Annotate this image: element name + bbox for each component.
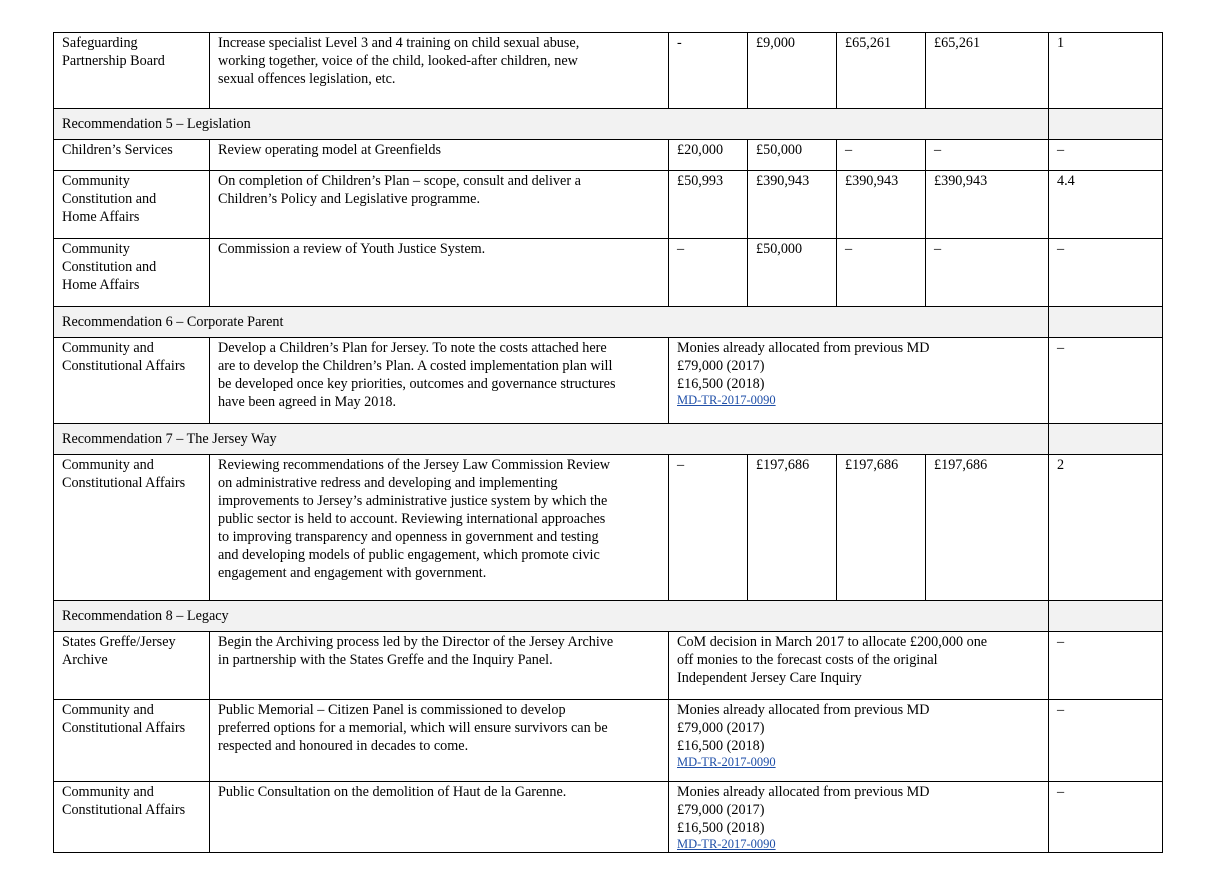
recommendation-fte-cell <box>1049 601 1163 632</box>
recommendation-header-row <box>54 109 1163 140</box>
table-body <box>54 33 1163 853</box>
cost-cell-3 <box>837 171 926 239</box>
body-line: Constitutional Affairs <box>62 475 186 491</box>
description-cell <box>210 239 669 307</box>
recommendation-header-row <box>54 424 1163 455</box>
description-line: engagement and engagement with government. <box>218 565 487 581</box>
recommendation-fte-cell <box>1049 424 1163 455</box>
description-line: on administrative redress and developing and implementing <box>218 475 558 491</box>
funding-note-cell <box>669 338 1049 424</box>
description-cell <box>210 33 669 109</box>
fte-cell <box>1049 632 1163 700</box>
fte-cell <box>1049 782 1163 853</box>
cost-value: £50,000 <box>756 142 803 158</box>
fte-cell <box>1049 33 1163 109</box>
body-cell <box>54 455 210 601</box>
description-line: Public Consultation on the demolition of Haut de la Garenne. <box>218 784 567 800</box>
funding-line: £79,000 (2017) <box>677 802 765 818</box>
funding-line: off monies to the forecast costs of the original <box>677 652 938 668</box>
description-line: be developed once key priorities, outcomes and governance structures <box>218 376 616 392</box>
table-row <box>54 455 1163 601</box>
funding-line: £16,500 (2018) <box>677 376 765 392</box>
recommendation-label <box>54 424 1049 455</box>
description-line: sexual offences legislation, etc. <box>218 71 396 87</box>
cost-value: – <box>934 142 942 158</box>
cost-cell-4 <box>926 455 1049 601</box>
description-line: are to develop the Children’s Plan. A costed implementation plan will <box>218 358 613 374</box>
fte-cell <box>1049 239 1163 307</box>
body-line: Community <box>62 241 130 257</box>
cost-value: £197,686 <box>845 457 899 473</box>
body-cell <box>54 140 210 171</box>
fte-value: – <box>1057 340 1065 356</box>
cost-cell-2 <box>748 140 837 171</box>
table-row <box>54 140 1163 171</box>
description-line: preferred options for a memorial, which will ensure survivors can be <box>218 720 608 736</box>
cost-cell-1 <box>669 171 748 239</box>
cost-value: - <box>677 35 682 51</box>
description-line: Begin the Archiving process led by the Director of the Jersey Archive <box>218 634 614 650</box>
table-row <box>54 239 1163 307</box>
description-cell <box>210 700 669 782</box>
cost-cell-4 <box>926 140 1049 171</box>
funding-line: £16,500 (2018) <box>677 738 765 754</box>
fte-value: 2 <box>1057 457 1065 473</box>
cost-cell-4 <box>926 239 1049 307</box>
body-line: Constitutional Affairs <box>62 358 186 374</box>
body-cell <box>54 171 210 239</box>
recommendation-title: Recommendation 8 – Legacy <box>62 608 229 624</box>
description-cell <box>210 338 669 424</box>
table-row <box>54 338 1163 424</box>
cost-cell-3 <box>837 33 926 109</box>
body-line: Community and <box>62 340 154 356</box>
body-line: Partnership Board <box>62 53 165 69</box>
cost-value: £9,000 <box>756 35 796 51</box>
description-line: Increase specialist Level 3 and 4 training on child sexual abuse, <box>218 35 580 51</box>
description-line: and developing models of public engagement, which promote civic <box>218 547 600 563</box>
fte-value: – <box>1057 634 1065 650</box>
cost-cell-1 <box>669 33 748 109</box>
cost-cell-1 <box>669 140 748 171</box>
cost-cell-1 <box>669 455 748 601</box>
cost-cell-2 <box>748 455 837 601</box>
body-line: Constitution and <box>62 191 157 207</box>
cost-cell-3 <box>837 455 926 601</box>
body-cell <box>54 338 210 424</box>
description-line: Commission a review of Youth Justice System. <box>218 241 486 257</box>
cost-cell-2 <box>748 239 837 307</box>
recommendation-title: Recommendation 7 – The Jersey Way <box>62 431 277 447</box>
recommendation-label <box>54 109 1049 140</box>
recommendation-header-row <box>54 307 1163 338</box>
recommendation-label <box>54 601 1049 632</box>
body-line: Safeguarding <box>62 35 138 51</box>
body-line: Archive <box>62 652 108 668</box>
description-line: Review operating model at Greenfields <box>218 142 441 158</box>
description-line: On completion of Children’s Plan – scope, consult and deliver a <box>218 173 581 189</box>
cost-value: £50,993 <box>677 173 724 189</box>
funding-line: £79,000 (2017) <box>677 358 765 374</box>
body-line: States Greffe/Jersey <box>62 634 176 650</box>
recommendation-header-row <box>54 601 1163 632</box>
funding-note-cell <box>669 700 1049 782</box>
funding-table <box>53 32 1163 853</box>
table-row <box>54 700 1163 782</box>
body-line: Constitution and <box>62 259 157 275</box>
table-row <box>54 632 1163 700</box>
description-line: Children’s Policy and Legislative programme. <box>218 191 481 207</box>
funding-line: Monies already allocated from previous MD <box>677 784 930 800</box>
description-line: to improving transparency and openness in government and testing <box>218 529 599 545</box>
table-row <box>54 33 1163 109</box>
fte-cell <box>1049 455 1163 601</box>
fte-cell <box>1049 140 1163 171</box>
recommendation-fte-cell <box>1049 307 1163 338</box>
description-line: Reviewing recommendations of the Jersey Law Commission Review <box>218 457 611 473</box>
body-cell <box>54 239 210 307</box>
description-line: Develop a Children’s Plan for Jersey. To note the costs attached here <box>218 340 607 356</box>
body-cell <box>54 33 210 109</box>
funding-note-cell <box>669 782 1049 853</box>
fte-value: 4.4 <box>1057 173 1075 189</box>
body-cell <box>54 782 210 853</box>
cost-cell-2 <box>748 171 837 239</box>
recommendation-title: Recommendation 5 – Legislation <box>62 116 251 132</box>
cost-cell-4 <box>926 171 1049 239</box>
body-cell <box>54 632 210 700</box>
description-cell <box>210 140 669 171</box>
md-reference-link[interactable]: MD-TR-2017-0090 <box>677 755 776 769</box>
cost-cell-4 <box>926 33 1049 109</box>
body-line: Community and <box>62 457 154 473</box>
funding-line: Independent Jersey Care Inquiry <box>677 670 862 686</box>
cost-value: – <box>934 241 942 257</box>
body-line: Constitutional Affairs <box>62 802 186 818</box>
description-line: improvements to Jersey’s administrative justice system by which the <box>218 493 608 509</box>
description-line: public sector is held to account. Reviewing international approaches <box>218 511 606 527</box>
funding-line: Monies already allocated from previous MD <box>677 702 930 718</box>
body-line: Home Affairs <box>62 209 140 225</box>
fte-value: – <box>1057 142 1065 158</box>
fte-cell <box>1049 171 1163 239</box>
cost-value: £20,000 <box>677 142 724 158</box>
fte-cell <box>1049 338 1163 424</box>
body-line: Community and <box>62 702 154 718</box>
cost-value: £390,943 <box>756 173 810 189</box>
description-line: working together, voice of the child, looked-after children, new <box>218 53 578 69</box>
funding-line: CoM decision in March 2017 to allocate £200,000 one <box>677 634 988 650</box>
cost-value: – <box>845 142 853 158</box>
description-cell <box>210 455 669 601</box>
cost-value: £197,686 <box>934 457 988 473</box>
table-row <box>54 782 1163 853</box>
body-line: Constitutional Affairs <box>62 720 186 736</box>
fte-value: – <box>1057 702 1065 718</box>
recommendation-label <box>54 307 1049 338</box>
cost-value: – <box>845 241 853 257</box>
description-line: in partnership with the States Greffe and the Inquiry Panel. <box>218 652 553 668</box>
recommendation-fte-cell <box>1049 109 1163 140</box>
funding-line: Monies already allocated from previous MD <box>677 340 930 356</box>
description-cell <box>210 632 669 700</box>
cost-cell-3 <box>837 239 926 307</box>
funding-note-cell <box>669 632 1049 700</box>
description-cell <box>210 171 669 239</box>
description-line: respected and honoured in decades to come. <box>218 738 469 754</box>
funding-line: £79,000 (2017) <box>677 720 765 736</box>
fte-value: – <box>1057 784 1065 800</box>
md-reference-link[interactable]: MD-TR-2017-0090 <box>677 837 776 851</box>
body-line: Community <box>62 173 130 189</box>
cost-cell-2 <box>748 33 837 109</box>
cost-value: £65,261 <box>845 35 892 51</box>
cost-cell-3 <box>837 140 926 171</box>
cost-value: £390,943 <box>845 173 899 189</box>
funding-line: £16,500 (2018) <box>677 820 765 836</box>
recommendation-title: Recommendation 6 – Corporate Parent <box>62 314 284 330</box>
cost-value: £197,686 <box>756 457 810 473</box>
cost-value: £65,261 <box>934 35 981 51</box>
cost-cell-1 <box>669 239 748 307</box>
description-line: have been agreed in May 2018. <box>218 394 397 410</box>
description-cell <box>210 782 669 853</box>
body-line: Community and <box>62 784 154 800</box>
body-line: Home Affairs <box>62 277 140 293</box>
cost-value: £50,000 <box>756 241 803 257</box>
body-line: Children’s Services <box>62 142 173 158</box>
fte-value: – <box>1057 241 1065 257</box>
cost-value: £390,943 <box>934 173 988 189</box>
cost-value: – <box>677 241 685 257</box>
table-row <box>54 171 1163 239</box>
body-cell <box>54 700 210 782</box>
description-line: Public Memorial – Citizen Panel is commissioned to develop <box>218 702 566 718</box>
md-reference-link[interactable]: MD-TR-2017-0090 <box>677 393 776 407</box>
fte-value: 1 <box>1057 35 1065 51</box>
cost-value: – <box>677 457 685 473</box>
fte-cell <box>1049 700 1163 782</box>
